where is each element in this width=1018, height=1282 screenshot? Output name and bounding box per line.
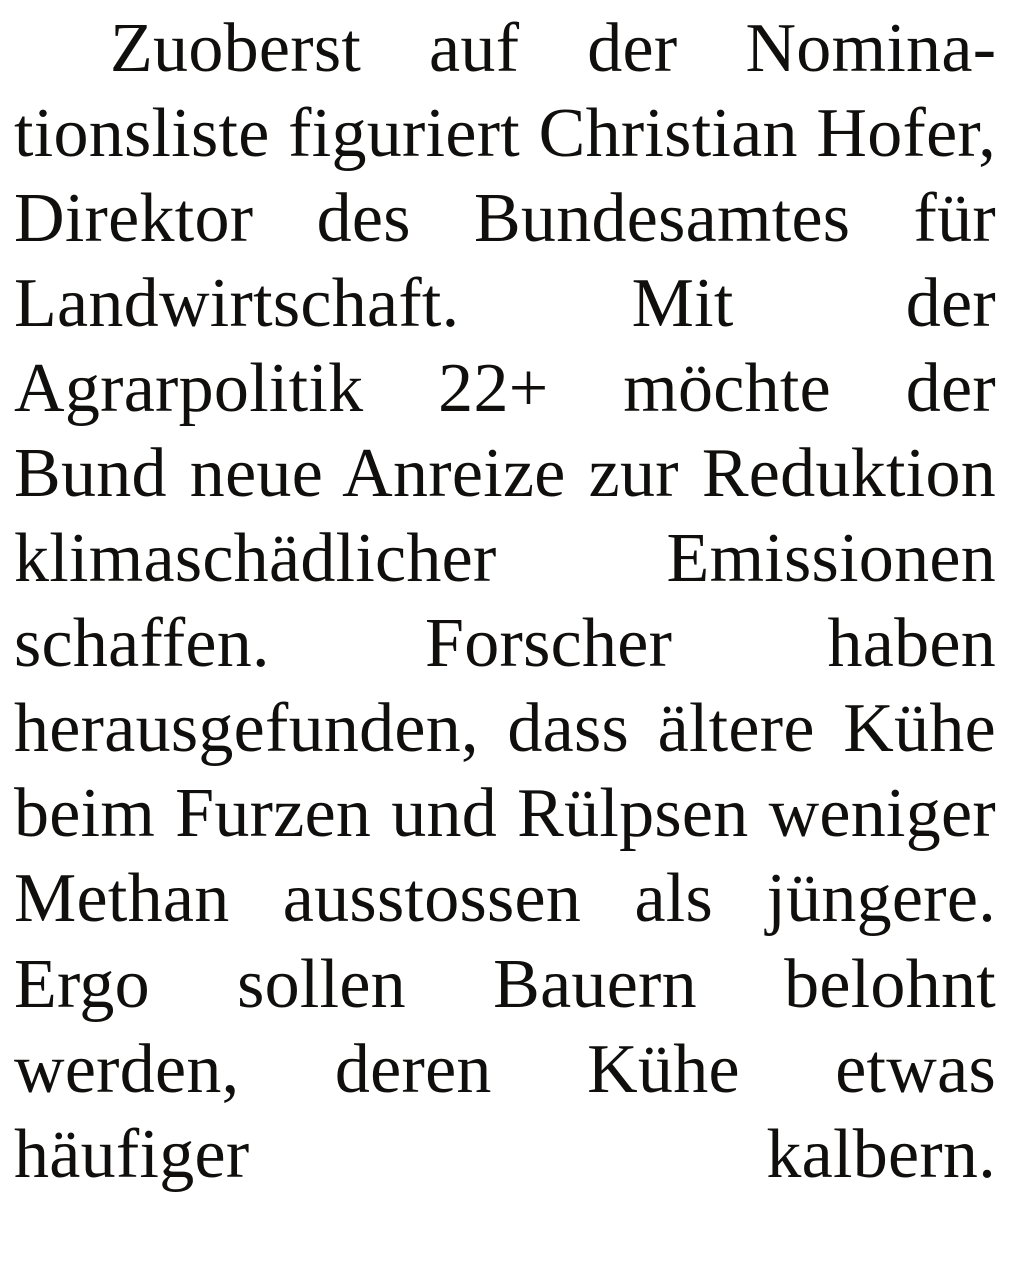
article-body-paragraph: Zuoberst auf der Nominationsliste figuriert Christian Hofer, Direktor des Bundesamtes für Landwirtschaft. Mit der Agrarpolitik 22+ möchte der Bund neue Anreize zur Reduktion klimaschädlicher Emissionen schaffen. Forscher haben herausgefunden, dass ältere Kühe beim Furzen und Rülpsen weniger Methan ausstossen als jüngere. Ergo sollen Bauern belohnt werden, deren Kühe etwas häufiger kalbern. [14, 10, 996, 1193]
